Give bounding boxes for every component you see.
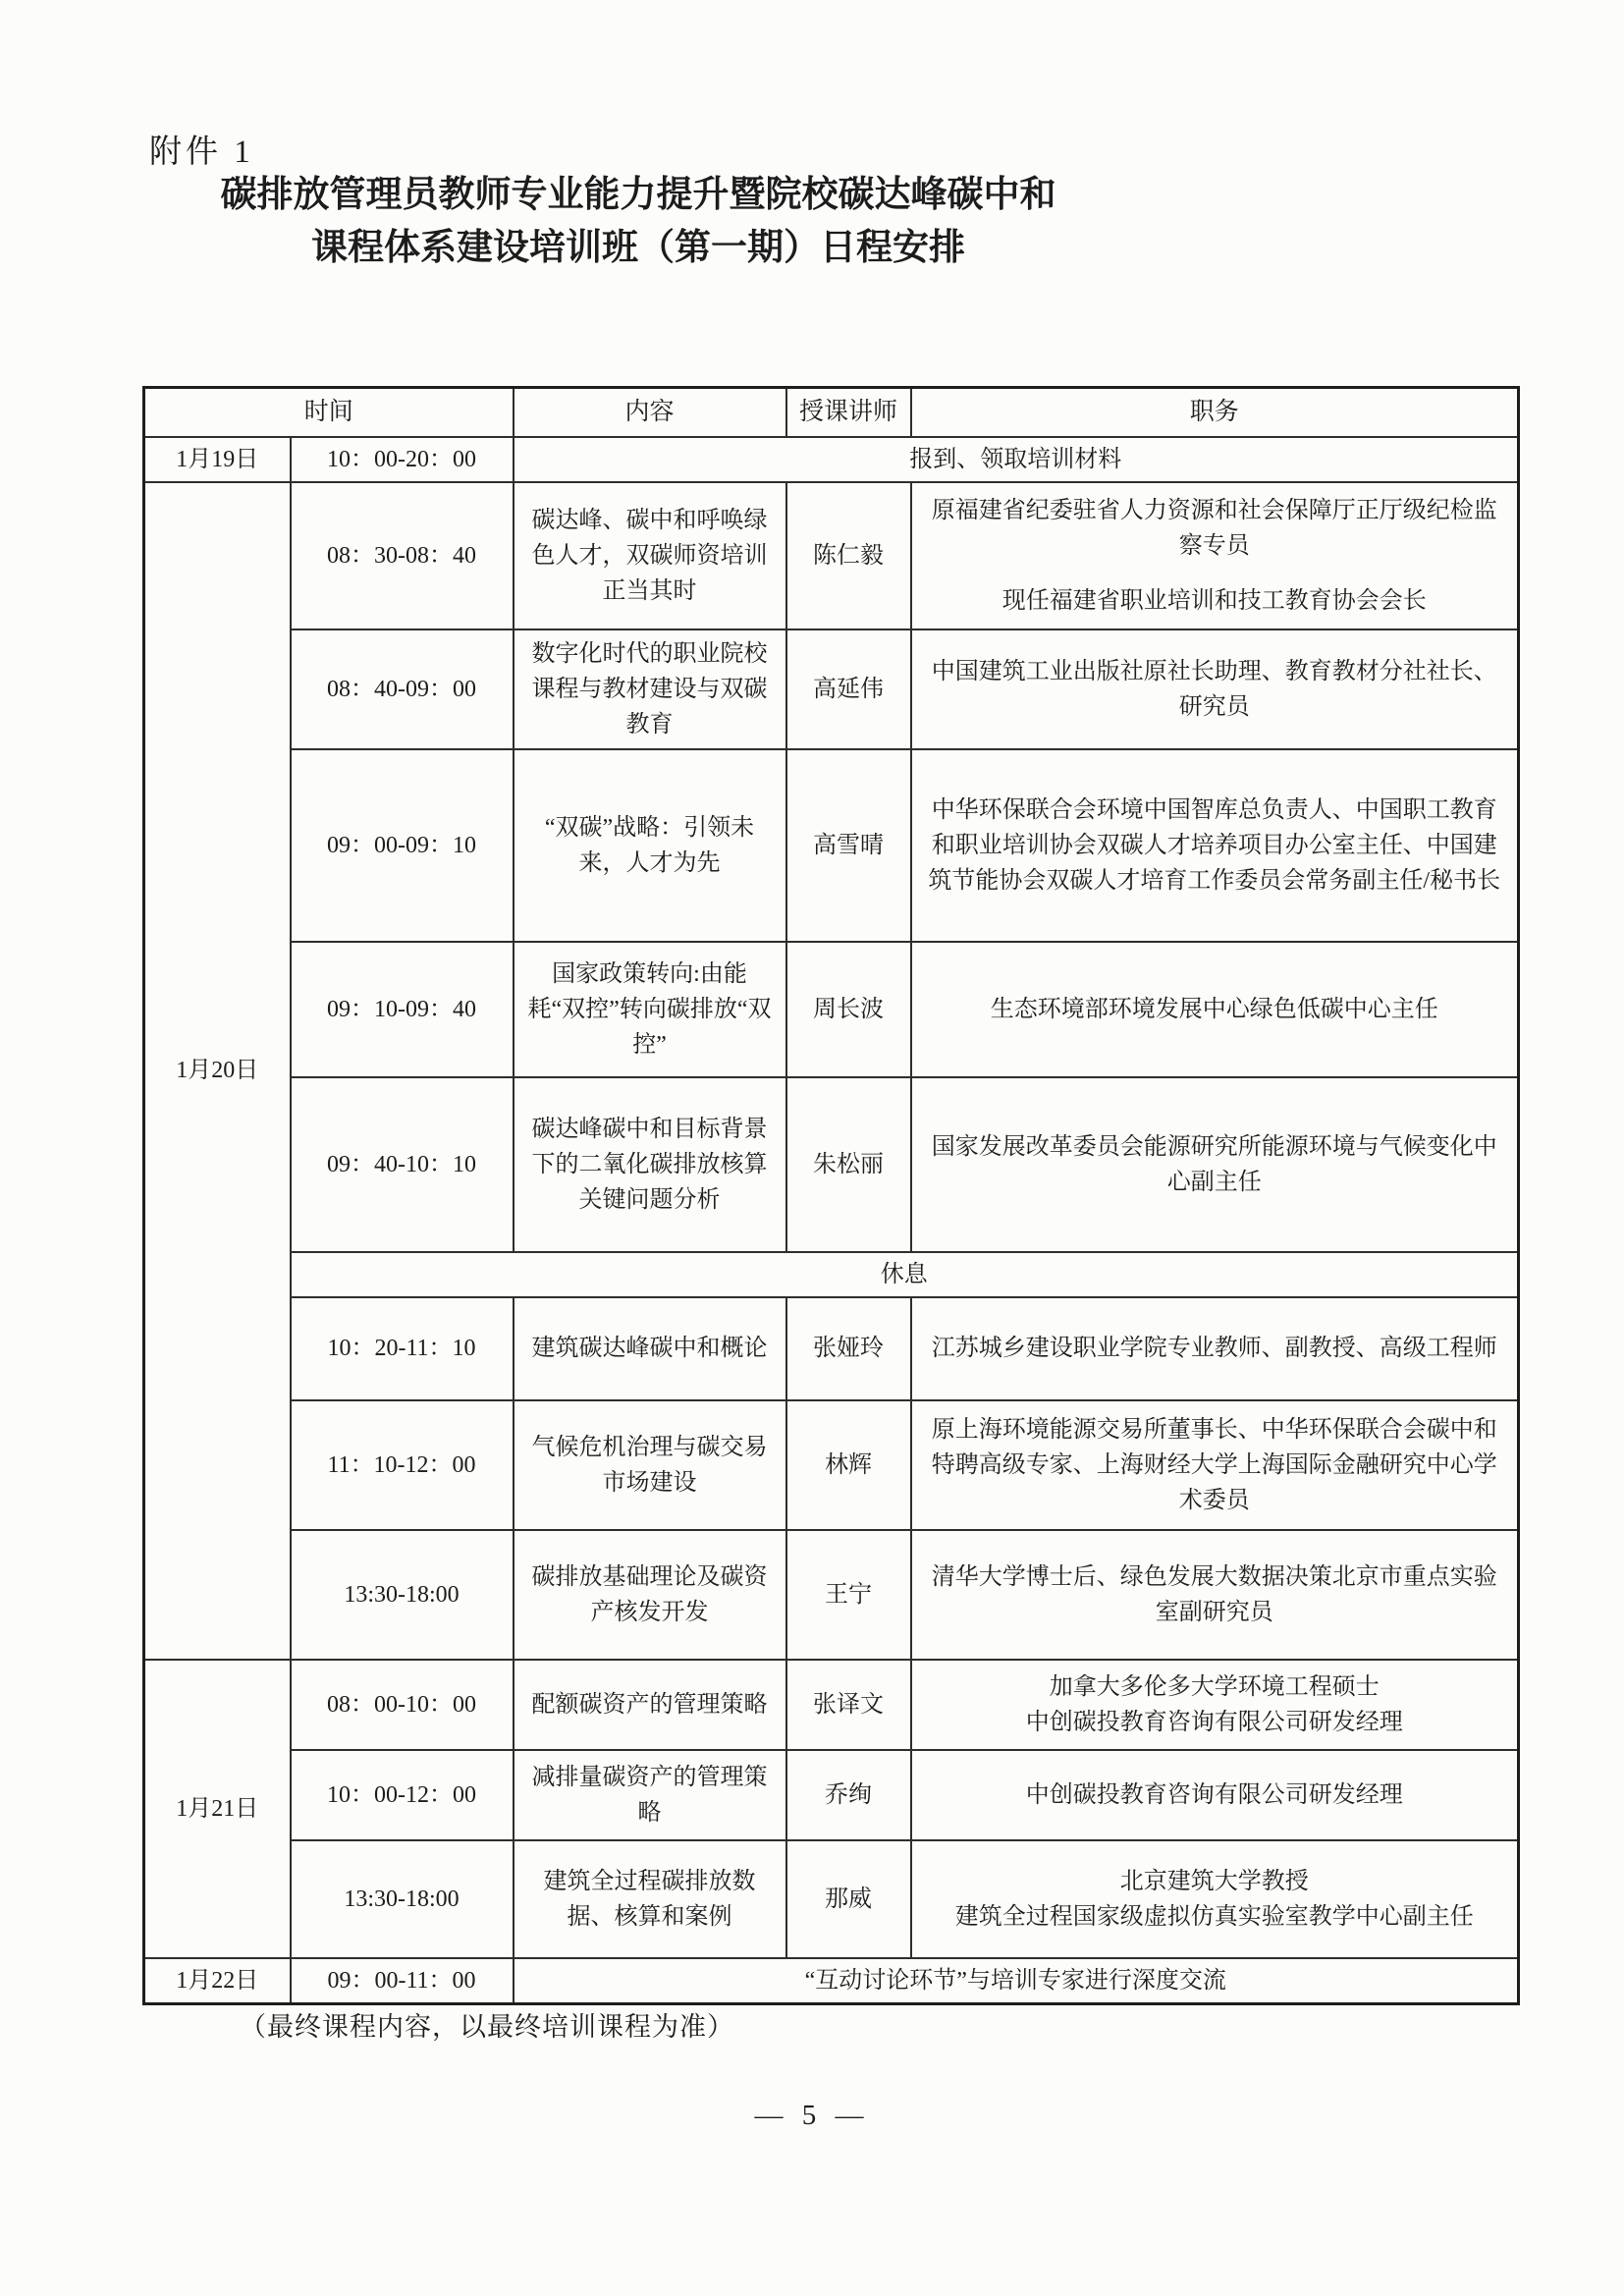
position-line: 建筑全过程国家级虚拟仿真实验室教学中心副主任 xyxy=(954,1903,1474,1930)
footnote: （最终课程内容，以最终培训课程为准） xyxy=(240,2012,734,2042)
position-line: 加拿大多伦多大学环境工程硕士 xyxy=(1049,1673,1380,1700)
position-line: 现任福建省职业培训和技工教育协会会长 xyxy=(1001,587,1427,614)
table-row xyxy=(144,1958,1519,2004)
table-row xyxy=(144,482,1519,629)
session-title-cell: 碳达峰碳中和目标背景下的二氧化碳排放核算关键问题分析 xyxy=(514,1077,786,1252)
title-line-1: 碳排放管理员教师专业能力提升暨院校碳达峰碳中和 xyxy=(220,175,1056,215)
merged-activity-cell: “互动讨论环节”与培训专家进行深度交流 xyxy=(514,1958,1519,2004)
column-header-position: 职务 xyxy=(911,388,1519,437)
page-title xyxy=(93,169,1183,274)
time-cell: 10：20-11：10 xyxy=(291,1297,514,1400)
session-title-cell: 碳排放基础理论及碳资产核发开发 xyxy=(514,1530,786,1660)
table-row xyxy=(144,1297,1519,1400)
time-cell: 13:30-18:00 xyxy=(291,1530,514,1660)
lecturer-cell: 张娅玲 xyxy=(786,1297,911,1400)
time-cell: 09：10-09：40 xyxy=(291,942,514,1077)
header-row xyxy=(144,388,1519,437)
table-row xyxy=(144,942,1519,1077)
lecturer-cell: 高雪晴 xyxy=(786,749,911,942)
session-title-cell: 国家政策转向:由能耗“双控”转向碳排放“双控” xyxy=(514,942,786,1077)
title-line-2: 课程体系建设培训班（第一期）日程安排 xyxy=(311,227,965,268)
session-title-cell: 碳达峰、碳中和呼唤绿色人才，双碳师资培训正当其时 xyxy=(514,482,786,629)
position-cell: 中国建筑工业出版社原社长助理、教育教材分社社长、研究员 xyxy=(911,629,1519,749)
position-cell xyxy=(911,1840,1519,1958)
lecturer-cell: 朱松丽 xyxy=(786,1077,911,1252)
session-title-cell: 配额碳资产的管理策略 xyxy=(514,1660,786,1750)
date-cell: 1月22日 xyxy=(144,1958,291,2004)
attachment-label: 附件 1 xyxy=(149,135,254,170)
position-cell: 江苏城乡建设职业学院专业教师、副教授、高级工程师 xyxy=(911,1297,1519,1400)
table-row xyxy=(144,629,1519,749)
merged-activity-cell: 报到、领取培训材料 xyxy=(514,437,1519,482)
session-title-cell: “双碳”战略：引领未来，人才为先 xyxy=(514,749,786,942)
session-title-cell: 减排量碳资产的管理策略 xyxy=(514,1750,786,1840)
position-line: 北京建筑大学教授 xyxy=(1119,1868,1309,1894)
position-cell: 原上海环境能源交易所董事长、中华环保联合会碳中和特聘高级专家、上海财经大学上海国际金融研究中心学术委员 xyxy=(911,1400,1519,1530)
break-cell: 休息 xyxy=(291,1252,1519,1297)
time-cell: 09：00-11：00 xyxy=(291,1958,514,2004)
lecturer-cell: 那威 xyxy=(786,1840,911,1958)
time-cell: 09：40-10：10 xyxy=(291,1077,514,1252)
time-cell: 09：00-09：10 xyxy=(291,749,514,942)
time-cell: 08：00-10：00 xyxy=(291,1660,514,1750)
time-cell: 08：40-09：00 xyxy=(291,629,514,749)
schedule-table-container xyxy=(142,386,1519,2005)
lecturer-cell: 周长波 xyxy=(786,942,911,1077)
lecturer-cell: 张译文 xyxy=(786,1660,911,1750)
column-header-lecturer: 授课讲师 xyxy=(786,388,911,437)
date-cell: 1月21日 xyxy=(144,1660,291,1958)
page-number: — 5 — xyxy=(754,2100,870,2131)
table-row xyxy=(144,1750,1519,1840)
schedule-table xyxy=(142,386,1520,2005)
position-cell: 国家发展改革委员会能源研究所能源环境与气候变化中心副主任 xyxy=(911,1077,1519,1252)
lecturer-cell: 林辉 xyxy=(786,1400,911,1530)
position-line: 中创碳投教育咨询有限公司研发经理 xyxy=(1025,1709,1403,1735)
table-row xyxy=(144,1077,1519,1252)
position-cell: 中创碳投教育咨询有限公司研发经理 xyxy=(911,1750,1519,1840)
position-line: 原福建省纪委驻省人力资源和社会保障厅正厅级纪检监察专员 xyxy=(931,497,1497,559)
break-row xyxy=(144,1252,1519,1297)
date-cell: 1月19日 xyxy=(144,437,291,482)
position-cell: 清华大学博士后、绿色发展大数据决策北京市重点实验室副研究员 xyxy=(911,1530,1519,1660)
table-row xyxy=(144,1400,1519,1530)
table-row xyxy=(144,437,1519,482)
table-row xyxy=(144,1840,1519,1958)
table-row xyxy=(144,1530,1519,1660)
lecturer-cell: 王宁 xyxy=(786,1530,911,1660)
session-title-cell: 数字化时代的职业院校课程与教材建设与双碳教育 xyxy=(514,629,786,749)
lecturer-cell: 乔绚 xyxy=(786,1750,911,1840)
column-header-content: 内容 xyxy=(514,388,786,437)
table-row xyxy=(144,1660,1519,1750)
lecturer-cell: 陈仁毅 xyxy=(786,482,911,629)
time-cell: 10：00-12：00 xyxy=(291,1750,514,1840)
session-title-cell: 建筑全过程碳排放数据、核算和案例 xyxy=(514,1840,786,1958)
column-header-time: 时间 xyxy=(144,388,514,437)
time-cell: 11：10-12：00 xyxy=(291,1400,514,1530)
lecturer-cell: 高延伟 xyxy=(786,629,911,749)
session-title-cell: 建筑碳达峰碳中和概论 xyxy=(514,1297,786,1400)
position-cell xyxy=(911,1660,1519,1750)
date-cell: 1月20日 xyxy=(144,482,291,1660)
time-cell: 13:30-18:00 xyxy=(291,1840,514,1958)
position-cell: 中华环保联合会环境中国智库总负责人、中国职工教育和职业培训协会双碳人才培养项目办公室主任、中国建筑节能协会双碳人才培育工作委员会常务副主任/秘书长 xyxy=(911,749,1519,942)
session-title-cell: 气候危机治理与碳交易市场建设 xyxy=(514,1400,786,1530)
position-cell xyxy=(911,482,1519,629)
time-cell: 08：30-08：40 xyxy=(291,482,514,629)
position-cell: 生态环境部环境发展中心绿色低碳中心主任 xyxy=(911,942,1519,1077)
time-cell: 10：00-20：00 xyxy=(291,437,514,482)
table-row xyxy=(144,749,1519,942)
